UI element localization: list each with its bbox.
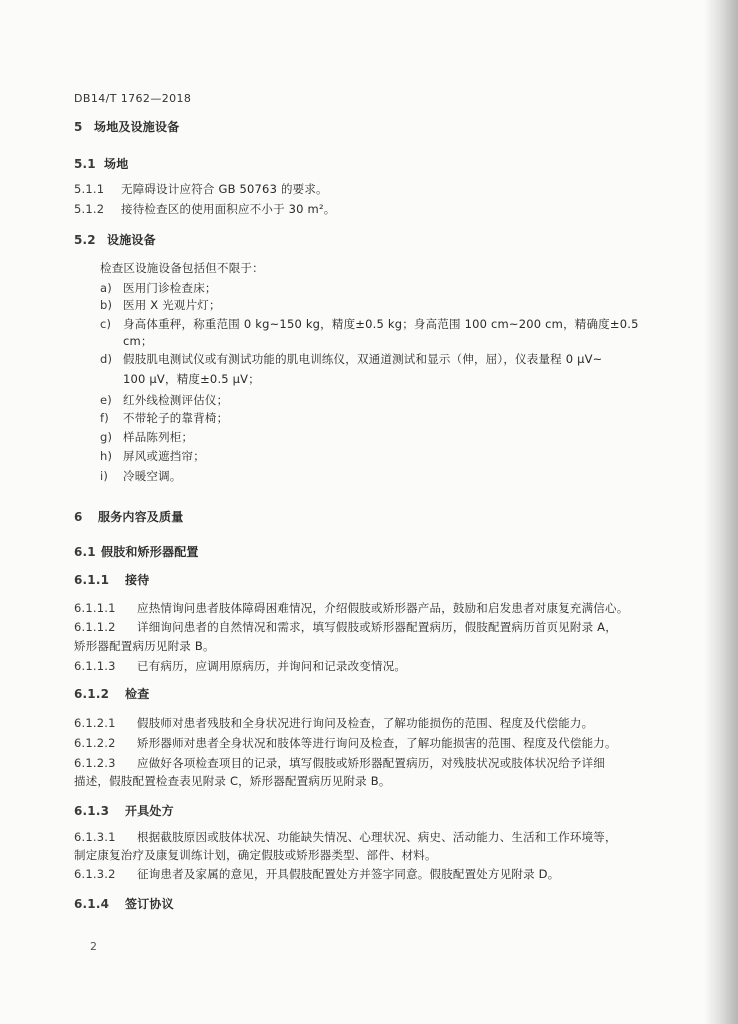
clause-number: 6.1.2 — [74, 687, 110, 701]
standard-code: DB14/T 1762—2018 — [74, 92, 192, 105]
body-text-line: 身高体重秤，称重范围 0 kg~150 kg，精度±0.5 kg；身高范围 100 cm~200 cm，精确度±0.5 — [123, 317, 639, 331]
clause-number: i) — [100, 469, 109, 483]
clause-number: 6.1.1.1 — [74, 601, 116, 615]
clause-number: d) — [100, 352, 113, 366]
clause-number: 6.1.3.2 — [74, 867, 116, 881]
section-heading: 服务内容及质量 — [98, 510, 184, 524]
clause-number: 6.1.1 — [74, 573, 110, 587]
clause-number: 6.1.3.1 — [74, 830, 116, 844]
body-text-line: 矫形器配置病历见附录 B。 — [74, 639, 215, 653]
clause-number: g) — [100, 430, 113, 444]
clause-number: 6.1.2.3 — [74, 756, 116, 770]
page-number: 2 — [90, 940, 98, 953]
clause-number: 6.1.2.2 — [74, 736, 116, 750]
body-text-line: 假肢肌电测试仪或有测试功能的肌电训练仪，双通道测试和显示（伸，屈），仪表量程 0 μV~ — [123, 352, 603, 366]
body-text-line: 红外线检测评估仪； — [123, 393, 229, 407]
body-text-line: 100 μV，精度±0.5 μV； — [123, 372, 260, 386]
clause-number: 5.1.1 — [74, 182, 105, 196]
body-text-line: 冷暖空调。 — [123, 469, 182, 483]
body-text-line: 无障碍设计应符合 GB 50763 的要求。 — [121, 182, 328, 196]
clause-number: 5.1 — [74, 157, 96, 171]
clause-number: a) — [100, 281, 112, 295]
body-text-line: 屏风或遮挡帘； — [123, 449, 205, 463]
clause-number: 6.1.3 — [74, 804, 110, 818]
clause-number: 5.2 — [74, 233, 96, 247]
section-heading: 场地及设施设备 — [94, 120, 180, 134]
section-heading: 开具处方 — [125, 804, 174, 818]
body-text-line: 制定康复治疗及康复训练计划，确定假肢或矫形器类型、部件、材料。 — [74, 848, 437, 862]
clause-number: h) — [100, 449, 113, 463]
clause-number: 6.1.2.1 — [74, 716, 116, 730]
body-text-line: cm； — [123, 334, 153, 348]
body-text-line: 检查区设施设备包括但不限于： — [100, 261, 264, 275]
clause-number: 5 — [74, 120, 83, 134]
page-edge-shadow — [704, 0, 738, 1024]
body-text-line: 医用 X 光观片灯； — [123, 298, 221, 312]
clause-number: 6.1 — [74, 545, 96, 559]
clause-number: 6.1.1.3 — [74, 659, 116, 673]
section-heading: 场地 — [104, 157, 129, 171]
clause-number: 6 — [74, 510, 83, 524]
body-text-line: 应做好各项检查项目的记录，填写假肢或矫形器配置病历，对残肢状况或肢体状况给予详细 — [137, 756, 605, 770]
section-heading: 接待 — [125, 573, 150, 587]
body-text-line: 应热情询问患者肢体障碍困难情况，介绍假肢或矫形器产品，鼓励和启发患者对康复充满信心。 — [137, 601, 629, 615]
body-text-line: 不带轮子的靠背椅； — [123, 411, 229, 425]
clause-number: f) — [100, 411, 109, 425]
body-text-line: 医用门诊检查床； — [123, 281, 217, 295]
clause-number: 6.1.1.2 — [74, 620, 116, 634]
clause-number: e) — [100, 393, 112, 407]
body-text-line: 接待检查区的使用面积应不小于 30 m²。 — [121, 202, 336, 216]
body-text-line: 详细询问患者的自然情况和需求，填写假肢或矫形器配置病历，假肢配置病历首页见附录 A， — [137, 620, 617, 634]
clause-number: c) — [100, 317, 112, 331]
body-text-line: 矫形器师对患者全身状况和肢体等进行询问及检查，了解功能损害的范围、程度及代偿能力。 — [137, 736, 617, 750]
section-heading: 设施设备 — [107, 233, 156, 247]
section-heading: 签订协议 — [125, 897, 174, 911]
body-text-line: 假肢师对患者残肢和全身状况进行询问及检查，了解功能损伤的范围、程度及代偿能力。 — [137, 716, 594, 730]
section-heading: 假肢和矫形器配置 — [101, 545, 199, 559]
body-text-line: 样品陈列柜； — [123, 430, 194, 444]
clause-number: 5.1.2 — [74, 202, 105, 216]
body-text-line: 根据截肢原因或肢体状况、功能缺失情况、心理状况、病史、活动能力、生活和工作环境等， — [137, 830, 617, 844]
section-heading: 检查 — [125, 687, 150, 701]
body-text-line: 已有病历，应调用原病历，并询问和记录改变情况。 — [137, 659, 407, 673]
clause-number: b) — [100, 298, 113, 312]
body-text-line: 征询患者及家属的意见，开具假肢配置处方并签字同意。假肢配置处方见附录 D。 — [137, 867, 560, 881]
body-text-line: 描述，假肢配置检查表见附录 C，矫形器配置病历见附录 B。 — [74, 774, 391, 788]
clause-number: 6.1.4 — [74, 897, 110, 911]
